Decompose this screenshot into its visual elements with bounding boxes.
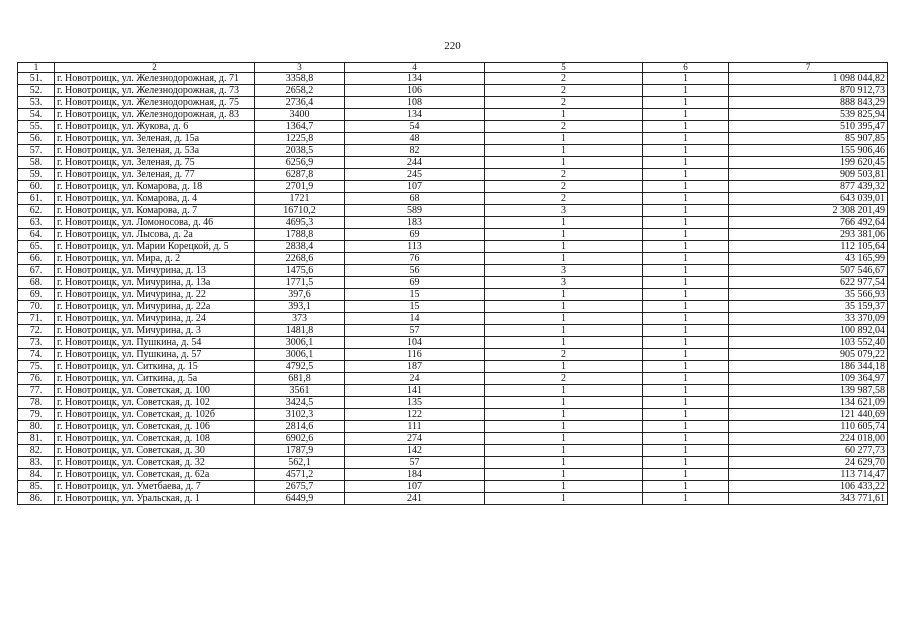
- cell-5-cell: 2: [485, 349, 643, 361]
- area-cell: 3102,3: [255, 409, 345, 421]
- cell-6-cell: 1: [643, 289, 729, 301]
- address-cell: г. Новотроицк, ул. Советская, д. 30: [55, 445, 255, 457]
- table-row: [18, 145, 888, 157]
- cell-5-cell: 1: [485, 133, 643, 145]
- column-header: 6: [643, 63, 729, 73]
- area-cell: 3424,5: [255, 397, 345, 409]
- amount-cell: 539 825,94: [729, 109, 888, 121]
- address-cell: г. Новотроицк, ул. Советская, д. 106: [55, 421, 255, 433]
- residents-cell: 184: [345, 469, 485, 481]
- column-header: 1: [18, 63, 55, 73]
- cell-6-cell: 1: [643, 181, 729, 193]
- cell-6-cell: 1: [643, 373, 729, 385]
- column-header: 5: [485, 63, 643, 73]
- cell-5-cell: 1: [485, 241, 643, 253]
- row-number-cell: 52.: [18, 85, 55, 97]
- cell-5-cell: 1: [485, 421, 643, 433]
- table-row: [18, 397, 888, 409]
- row-number-cell: 84.: [18, 469, 55, 481]
- amount-cell: 507 546,67: [729, 265, 888, 277]
- address-cell: г. Новотроицк, ул. Ломоносова, д. 46: [55, 217, 255, 229]
- amount-cell: 134 621,09: [729, 397, 888, 409]
- row-number-cell: 70.: [18, 301, 55, 313]
- residents-cell: 14: [345, 313, 485, 325]
- table-row: [18, 229, 888, 241]
- row-number-cell: 82.: [18, 445, 55, 457]
- cell-5-cell: 1: [485, 337, 643, 349]
- row-number-cell: 86.: [18, 493, 55, 505]
- cell-6-cell: 1: [643, 109, 729, 121]
- cell-5-cell: 1: [485, 361, 643, 373]
- address-cell: г. Новотроицк, ул. Советская, д. 102: [55, 397, 255, 409]
- residents-cell: 134: [345, 109, 485, 121]
- column-header: 3: [255, 63, 345, 73]
- residents-cell: 69: [345, 229, 485, 241]
- address-cell: г. Новотроицк, ул. Мичурина, д. 3: [55, 325, 255, 337]
- address-cell: г. Новотроицк, ул. Уральская, д. 1: [55, 493, 255, 505]
- table-row: [18, 373, 888, 385]
- table-row: [18, 469, 888, 481]
- cell-6-cell: 1: [643, 145, 729, 157]
- residents-cell: 57: [345, 325, 485, 337]
- address-cell: г. Новотроицк, ул. Мичурина, д. 22: [55, 289, 255, 301]
- amount-cell: 877 439,32: [729, 181, 888, 193]
- table-row: [18, 433, 888, 445]
- table-row: [18, 493, 888, 505]
- residents-cell: 111: [345, 421, 485, 433]
- table-row: [18, 193, 888, 205]
- amount-cell: 85 907,85: [729, 133, 888, 145]
- residents-cell: 135: [345, 397, 485, 409]
- area-cell: 2038,5: [255, 145, 345, 157]
- residents-cell: 183: [345, 217, 485, 229]
- table-row: [18, 445, 888, 457]
- row-number-cell: 53.: [18, 97, 55, 109]
- area-cell: 6902,6: [255, 433, 345, 445]
- area-cell: 2736,4: [255, 97, 345, 109]
- row-number-cell: 58.: [18, 157, 55, 169]
- area-cell: 397,6: [255, 289, 345, 301]
- area-cell: 1788,8: [255, 229, 345, 241]
- residents-cell: 68: [345, 193, 485, 205]
- area-cell: 2268,6: [255, 253, 345, 265]
- amount-cell: 112 105,64: [729, 241, 888, 253]
- area-cell: 3400: [255, 109, 345, 121]
- table-row: [18, 205, 888, 217]
- address-cell: г. Новотроицк, ул. Зеленая, д. 53а: [55, 145, 255, 157]
- table-row: [18, 421, 888, 433]
- residents-cell: 116: [345, 349, 485, 361]
- cell-6-cell: 1: [643, 157, 729, 169]
- area-cell: 3561: [255, 385, 345, 397]
- residents-cell: 244: [345, 157, 485, 169]
- residents-cell: 107: [345, 181, 485, 193]
- column-header: 7: [729, 63, 888, 73]
- cell-5-cell: 1: [485, 493, 643, 505]
- cell-5-cell: 2: [485, 73, 643, 85]
- cell-6-cell: 1: [643, 397, 729, 409]
- area-cell: 2814,6: [255, 421, 345, 433]
- cell-5-cell: 1: [485, 313, 643, 325]
- row-number-cell: 62.: [18, 205, 55, 217]
- row-number-cell: 75.: [18, 361, 55, 373]
- residents-cell: 274: [345, 433, 485, 445]
- cell-6-cell: 1: [643, 409, 729, 421]
- cell-6-cell: 1: [643, 445, 729, 457]
- cell-5-cell: 2: [485, 169, 643, 181]
- area-cell: 3006,1: [255, 337, 345, 349]
- residents-cell: 104: [345, 337, 485, 349]
- table-row: [18, 241, 888, 253]
- cell-5-cell: 1: [485, 469, 643, 481]
- cell-5-cell: 3: [485, 265, 643, 277]
- amount-cell: 2 308 201,49: [729, 205, 888, 217]
- table-row: [18, 325, 888, 337]
- residents-cell: 48: [345, 133, 485, 145]
- amount-cell: 199 620,45: [729, 157, 888, 169]
- table-row: [18, 313, 888, 325]
- table-row: [18, 97, 888, 109]
- cell-6-cell: 1: [643, 433, 729, 445]
- amount-cell: 43 165,99: [729, 253, 888, 265]
- area-cell: 3006,1: [255, 349, 345, 361]
- residents-cell: 241: [345, 493, 485, 505]
- address-cell: г. Новотроицк, ул. Лысова, д. 2а: [55, 229, 255, 241]
- table-row: [18, 109, 888, 121]
- address-cell: г. Новотроицк, ул. Уметбаева, д. 7: [55, 481, 255, 493]
- amount-cell: 293 381,06: [729, 229, 888, 241]
- table-row: [18, 277, 888, 289]
- row-number-cell: 81.: [18, 433, 55, 445]
- address-cell: г. Новотроицк, ул. Железнодорожная, д. 83: [55, 109, 255, 121]
- table-row: [18, 289, 888, 301]
- residents-cell: 113: [345, 241, 485, 253]
- cell-5-cell: 3: [485, 277, 643, 289]
- residents-cell: 69: [345, 277, 485, 289]
- cell-6-cell: 1: [643, 385, 729, 397]
- cell-5-cell: 1: [485, 445, 643, 457]
- column-header: 4: [345, 63, 485, 73]
- row-number-cell: 68.: [18, 277, 55, 289]
- table-row: [18, 337, 888, 349]
- area-cell: 1475,6: [255, 265, 345, 277]
- page-number: 220: [444, 40, 461, 52]
- amount-cell: 109 364,97: [729, 373, 888, 385]
- address-cell: г. Новотроицк, ул. Комарова, д. 4: [55, 193, 255, 205]
- cell-6-cell: 1: [643, 229, 729, 241]
- address-cell: г. Новотроицк, ул. Мичурина, д. 13а: [55, 277, 255, 289]
- address-cell: г. Новотроицк, ул. Жукова, д. 6: [55, 121, 255, 133]
- cell-6-cell: 1: [643, 277, 729, 289]
- row-number-cell: 77.: [18, 385, 55, 397]
- table-row: [18, 409, 888, 421]
- address-cell: г. Новотроицк, ул. Советская, д. 62а: [55, 469, 255, 481]
- amount-cell: 139 987,58: [729, 385, 888, 397]
- table-row: [18, 457, 888, 469]
- address-cell: г. Новотроицк, ул. Железнодорожная, д. 71: [55, 73, 255, 85]
- row-number-cell: 55.: [18, 121, 55, 133]
- area-cell: 562,1: [255, 457, 345, 469]
- residents-cell: 107: [345, 481, 485, 493]
- amount-cell: 510 395,47: [729, 121, 888, 133]
- cell-5-cell: 1: [485, 457, 643, 469]
- cell-5-cell: 1: [485, 481, 643, 493]
- amount-cell: 103 552,40: [729, 337, 888, 349]
- row-number-cell: 63.: [18, 217, 55, 229]
- column-number-header-row: [18, 63, 888, 73]
- row-number-cell: 61.: [18, 193, 55, 205]
- address-cell: г. Новотроицк, ул. Ситкина, д. 15: [55, 361, 255, 373]
- address-cell: г. Новотроицк, ул. Советская, д. 102б: [55, 409, 255, 421]
- cell-5-cell: 1: [485, 229, 643, 241]
- residents-cell: 82: [345, 145, 485, 157]
- amount-cell: 909 503,81: [729, 169, 888, 181]
- area-cell: 1225,8: [255, 133, 345, 145]
- row-number-cell: 79.: [18, 409, 55, 421]
- table-row: [18, 217, 888, 229]
- row-number-cell: 66.: [18, 253, 55, 265]
- table-row: [18, 157, 888, 169]
- cell-5-cell: 2: [485, 121, 643, 133]
- cell-6-cell: 1: [643, 301, 729, 313]
- cell-6-cell: 1: [643, 241, 729, 253]
- area-cell: 681,8: [255, 373, 345, 385]
- area-cell: 16710,2: [255, 205, 345, 217]
- residents-cell: 589: [345, 205, 485, 217]
- amount-cell: 35 159,37: [729, 301, 888, 313]
- cell-6-cell: 1: [643, 205, 729, 217]
- cell-6-cell: 1: [643, 73, 729, 85]
- cell-5-cell: 1: [485, 325, 643, 337]
- area-cell: 2658,2: [255, 85, 345, 97]
- cell-5-cell: 2: [485, 85, 643, 97]
- row-number-cell: 54.: [18, 109, 55, 121]
- cell-5-cell: 1: [485, 301, 643, 313]
- cell-6-cell: 1: [643, 253, 729, 265]
- row-number-cell: 57.: [18, 145, 55, 157]
- table-row: [18, 385, 888, 397]
- table-row: [18, 85, 888, 97]
- address-cell: г. Новотроицк, ул. Пушкина, д. 57: [55, 349, 255, 361]
- area-cell: 6449,9: [255, 493, 345, 505]
- address-cell: г. Новотроицк, ул. Железнодорожная, д. 75: [55, 97, 255, 109]
- area-cell: 2701,9: [255, 181, 345, 193]
- cell-6-cell: 1: [643, 313, 729, 325]
- row-number-cell: 71.: [18, 313, 55, 325]
- area-cell: 3358,8: [255, 73, 345, 85]
- table-body: [18, 73, 888, 505]
- table-row: [18, 481, 888, 493]
- address-cell: г. Новотроицк, ул. Ситкина, д. 5а: [55, 373, 255, 385]
- cell-6-cell: 1: [643, 481, 729, 493]
- cell-5-cell: 1: [485, 433, 643, 445]
- row-number-cell: 69.: [18, 289, 55, 301]
- cell-5-cell: 3: [485, 205, 643, 217]
- address-cell: г. Новотроицк, ул. Пушкина, д. 54: [55, 337, 255, 349]
- row-number-cell: 83.: [18, 457, 55, 469]
- cell-6-cell: 1: [643, 457, 729, 469]
- address-cell: г. Новотроицк, ул. Мичурина, д. 24: [55, 313, 255, 325]
- row-number-cell: 56.: [18, 133, 55, 145]
- amount-cell: 106 433,22: [729, 481, 888, 493]
- area-cell: 4695,3: [255, 217, 345, 229]
- cell-5-cell: 2: [485, 373, 643, 385]
- address-cell: г. Новотроицк, ул. Зеленая, д. 77: [55, 169, 255, 181]
- area-cell: 2838,4: [255, 241, 345, 253]
- residents-cell: 15: [345, 289, 485, 301]
- row-number-cell: 60.: [18, 181, 55, 193]
- cell-5-cell: 1: [485, 253, 643, 265]
- residents-cell: 141: [345, 385, 485, 397]
- row-number-cell: 65.: [18, 241, 55, 253]
- address-cell: г. Новотроицк, ул. Комарова, д. 18: [55, 181, 255, 193]
- area-cell: 2675,7: [255, 481, 345, 493]
- row-number-cell: 76.: [18, 373, 55, 385]
- cell-5-cell: 1: [485, 217, 643, 229]
- address-cell: г. Новотроицк, ул. Советская, д. 100: [55, 385, 255, 397]
- cell-6-cell: 1: [643, 337, 729, 349]
- table-row: [18, 253, 888, 265]
- residents-cell: 142: [345, 445, 485, 457]
- cell-6-cell: 1: [643, 121, 729, 133]
- row-number-cell: 51.: [18, 73, 55, 85]
- amount-cell: 100 892,04: [729, 325, 888, 337]
- address-cell: г. Новотроицк, ул. Зеленая, д. 75: [55, 157, 255, 169]
- amount-cell: 905 079,22: [729, 349, 888, 361]
- table-row: [18, 265, 888, 277]
- area-cell: 1721: [255, 193, 345, 205]
- residents-cell: 187: [345, 361, 485, 373]
- area-cell: 6287,8: [255, 169, 345, 181]
- cell-5-cell: 2: [485, 181, 643, 193]
- table-row: [18, 181, 888, 193]
- area-cell: 393,1: [255, 301, 345, 313]
- address-cell: г. Новотроицк, ул. Мичурина, д. 13: [55, 265, 255, 277]
- row-number-cell: 64.: [18, 229, 55, 241]
- amount-cell: 121 440,69: [729, 409, 888, 421]
- amount-cell: 870 912,73: [729, 85, 888, 97]
- address-cell: г. Новотроицк, ул. Марии Корецкой, д. 5: [55, 241, 255, 253]
- address-cell: г. Новотроицк, ул. Советская, д. 108: [55, 433, 255, 445]
- cell-6-cell: 1: [643, 349, 729, 361]
- cell-5-cell: 1: [485, 409, 643, 421]
- row-number-cell: 80.: [18, 421, 55, 433]
- residents-cell: 108: [345, 97, 485, 109]
- cell-6-cell: 1: [643, 469, 729, 481]
- row-number-cell: 67.: [18, 265, 55, 277]
- table-row: [18, 133, 888, 145]
- residents-cell: 134: [345, 73, 485, 85]
- residents-cell: 57: [345, 457, 485, 469]
- amount-cell: 1 098 044,82: [729, 73, 888, 85]
- amount-cell: 622 977,54: [729, 277, 888, 289]
- area-cell: 4571,2: [255, 469, 345, 481]
- area-cell: 373: [255, 313, 345, 325]
- cell-5-cell: 1: [485, 145, 643, 157]
- cell-5-cell: 2: [485, 193, 643, 205]
- row-number-cell: 59.: [18, 169, 55, 181]
- cell-5-cell: 1: [485, 397, 643, 409]
- table-row: [18, 361, 888, 373]
- row-number-cell: 73.: [18, 337, 55, 349]
- residents-cell: 122: [345, 409, 485, 421]
- cell-6-cell: 1: [643, 169, 729, 181]
- amount-cell: 35 566,93: [729, 289, 888, 301]
- residents-cell: 106: [345, 85, 485, 97]
- residents-cell: 76: [345, 253, 485, 265]
- amount-cell: 110 605,74: [729, 421, 888, 433]
- address-cell: г. Новотроицк, ул. Железнодорожная, д. 73: [55, 85, 255, 97]
- residents-cell: 56: [345, 265, 485, 277]
- row-number-cell: 85.: [18, 481, 55, 493]
- register-table: [17, 62, 888, 505]
- amount-cell: 224 018,00: [729, 433, 888, 445]
- area-cell: 1481,8: [255, 325, 345, 337]
- amount-cell: 766 492,64: [729, 217, 888, 229]
- cell-6-cell: 1: [643, 361, 729, 373]
- residents-cell: 54: [345, 121, 485, 133]
- table-row: [18, 169, 888, 181]
- address-cell: г. Новотроицк, ул. Комарова, д. 7: [55, 205, 255, 217]
- cell-6-cell: 1: [643, 193, 729, 205]
- cell-5-cell: 1: [485, 157, 643, 169]
- table-row: [18, 121, 888, 133]
- cell-6-cell: 1: [643, 97, 729, 109]
- residents-cell: 15: [345, 301, 485, 313]
- amount-cell: 643 039,01: [729, 193, 888, 205]
- cell-6-cell: 1: [643, 493, 729, 505]
- table-row: [18, 349, 888, 361]
- amount-cell: 186 344,18: [729, 361, 888, 373]
- cell-6-cell: 1: [643, 133, 729, 145]
- cell-5-cell: 1: [485, 385, 643, 397]
- amount-cell: 24 629,70: [729, 457, 888, 469]
- address-cell: г. Новотроицк, ул. Мичурина, д. 22а: [55, 301, 255, 313]
- amount-cell: 113 714,47: [729, 469, 888, 481]
- residents-cell: 24: [345, 373, 485, 385]
- row-number-cell: 74.: [18, 349, 55, 361]
- amount-cell: 343 771,61: [729, 493, 888, 505]
- amount-cell: 155 906,46: [729, 145, 888, 157]
- cell-5-cell: 1: [485, 109, 643, 121]
- cell-5-cell: 1: [485, 289, 643, 301]
- cell-6-cell: 1: [643, 325, 729, 337]
- cell-6-cell: 1: [643, 217, 729, 229]
- address-cell: г. Новотроицк, ул. Мира, д. 2: [55, 253, 255, 265]
- table-row: [18, 301, 888, 313]
- area-cell: 1771,5: [255, 277, 345, 289]
- cell-6-cell: 1: [643, 85, 729, 97]
- area-cell: 1364,7: [255, 121, 345, 133]
- amount-cell: 60 277,73: [729, 445, 888, 457]
- area-cell: 1787,9: [255, 445, 345, 457]
- row-number-cell: 72.: [18, 325, 55, 337]
- cell-6-cell: 1: [643, 265, 729, 277]
- row-number-cell: 78.: [18, 397, 55, 409]
- area-cell: 6256,9: [255, 157, 345, 169]
- amount-cell: 33 370,09: [729, 313, 888, 325]
- address-cell: г. Новотроицк, ул. Советская, д. 32: [55, 457, 255, 469]
- cell-5-cell: 2: [485, 97, 643, 109]
- residents-cell: 245: [345, 169, 485, 181]
- column-header: 2: [55, 63, 255, 73]
- table-row: [18, 73, 888, 85]
- address-cell: г. Новотроицк, ул. Зеленая, д. 15а: [55, 133, 255, 145]
- amount-cell: 888 843,29: [729, 97, 888, 109]
- cell-6-cell: 1: [643, 421, 729, 433]
- area-cell: 4792,5: [255, 361, 345, 373]
